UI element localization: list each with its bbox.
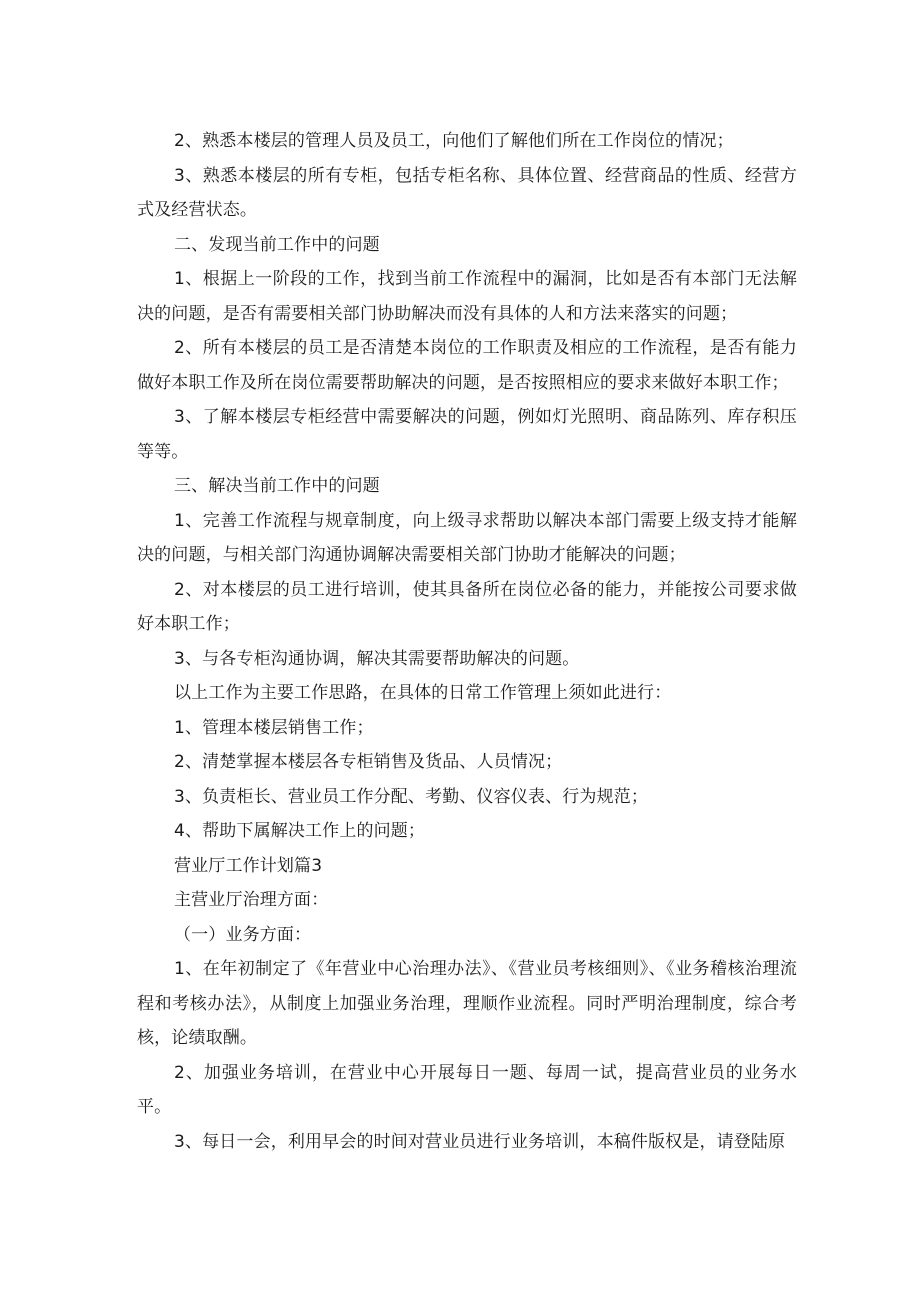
- paragraph: 2、所有本楼层的员工是否清楚本岗位的工作职责及相应的工作流程，是否有能力做好本职工作及所在岗位需要帮助解决的问题，是否按照相应的要求来做好本职工作；: [137, 338, 797, 393]
- paragraph: 1、完善工作流程与规章制度，向上级寻求帮助以解决本部门需要上级支持才能解决的问题，与相关部门沟通协调解决需要相关部门协助才能解决的问题；: [137, 510, 797, 565]
- paragraph: 2、熟悉本楼层的管理人员及员工，向他们了解他们所在工作岗位的情况；: [174, 131, 734, 151]
- paragraph: 3、与各专柜沟通协调，解决其需要帮助解决的问题。: [174, 648, 580, 669]
- list-item: 2、清楚掌握本楼层各专柜销售及货品、人员情况；: [174, 752, 563, 772]
- paragraph: 2、加强业务培训，在营业中心开展每日一题、每周一试，提高营业员的业务水平。: [137, 1062, 797, 1117]
- section-heading: 二、发现当前工作中的问题: [174, 234, 380, 255]
- section-heading: 主营业厅治理方面：: [174, 890, 329, 910]
- paragraph: 3、熟悉本楼层的所有专柜，包括专柜名称、具体位置、经营商品的性质、经营方式及经营状态。: [137, 165, 797, 220]
- section-heading: 三、解决当前工作中的问题: [174, 476, 380, 496]
- list-item: 3、负责柜长、营业员工作分配、考勤、仪容仪表、行为规范；: [174, 786, 649, 807]
- article-title: 营业厅工作计划篇3: [174, 855, 323, 876]
- paragraph: 1、根据上一阶段的工作，找到当前工作流程中的漏洞，比如是否有本部门无法解决的问题，是否有需要相关部门协助解决而没有具体的人和方法来落实的问题；: [137, 269, 797, 324]
- list-item: 1、管理本楼层销售工作；: [174, 717, 374, 738]
- list-item: 4、帮助下属解决工作上的问题；: [174, 821, 426, 841]
- subsection-heading: （一）业务方面：: [174, 924, 312, 945]
- document-body: [137, 124, 797, 1159]
- paragraph: 2、对本楼层的员工进行培训，使其具备所在岗位必备的能力，并能按公司要求做好本职工作；: [137, 579, 797, 634]
- paragraph: 3、了解本楼层专柜经营中需要解决的问题，例如灯光照明、商品陈列、库存积压等等。: [137, 407, 797, 462]
- paragraph: 以上工作为主要工作思路，在具体的日常工作管理上须如此进行：: [174, 683, 672, 703]
- paragraph: 3、每日一会，利用早会的时间对营业员进行业务培训，本稿件版权是，请登陆原: [174, 1131, 786, 1152]
- paragraph: 1、在年初制定了《年营业中心治理办法》、《营业员考核细则》、《业务稽核治理流程和考核办法》，从制度上加强业务治理，理顺作业流程。同时严明治理制度，综合考核，论绩取酬。: [137, 959, 797, 1048]
